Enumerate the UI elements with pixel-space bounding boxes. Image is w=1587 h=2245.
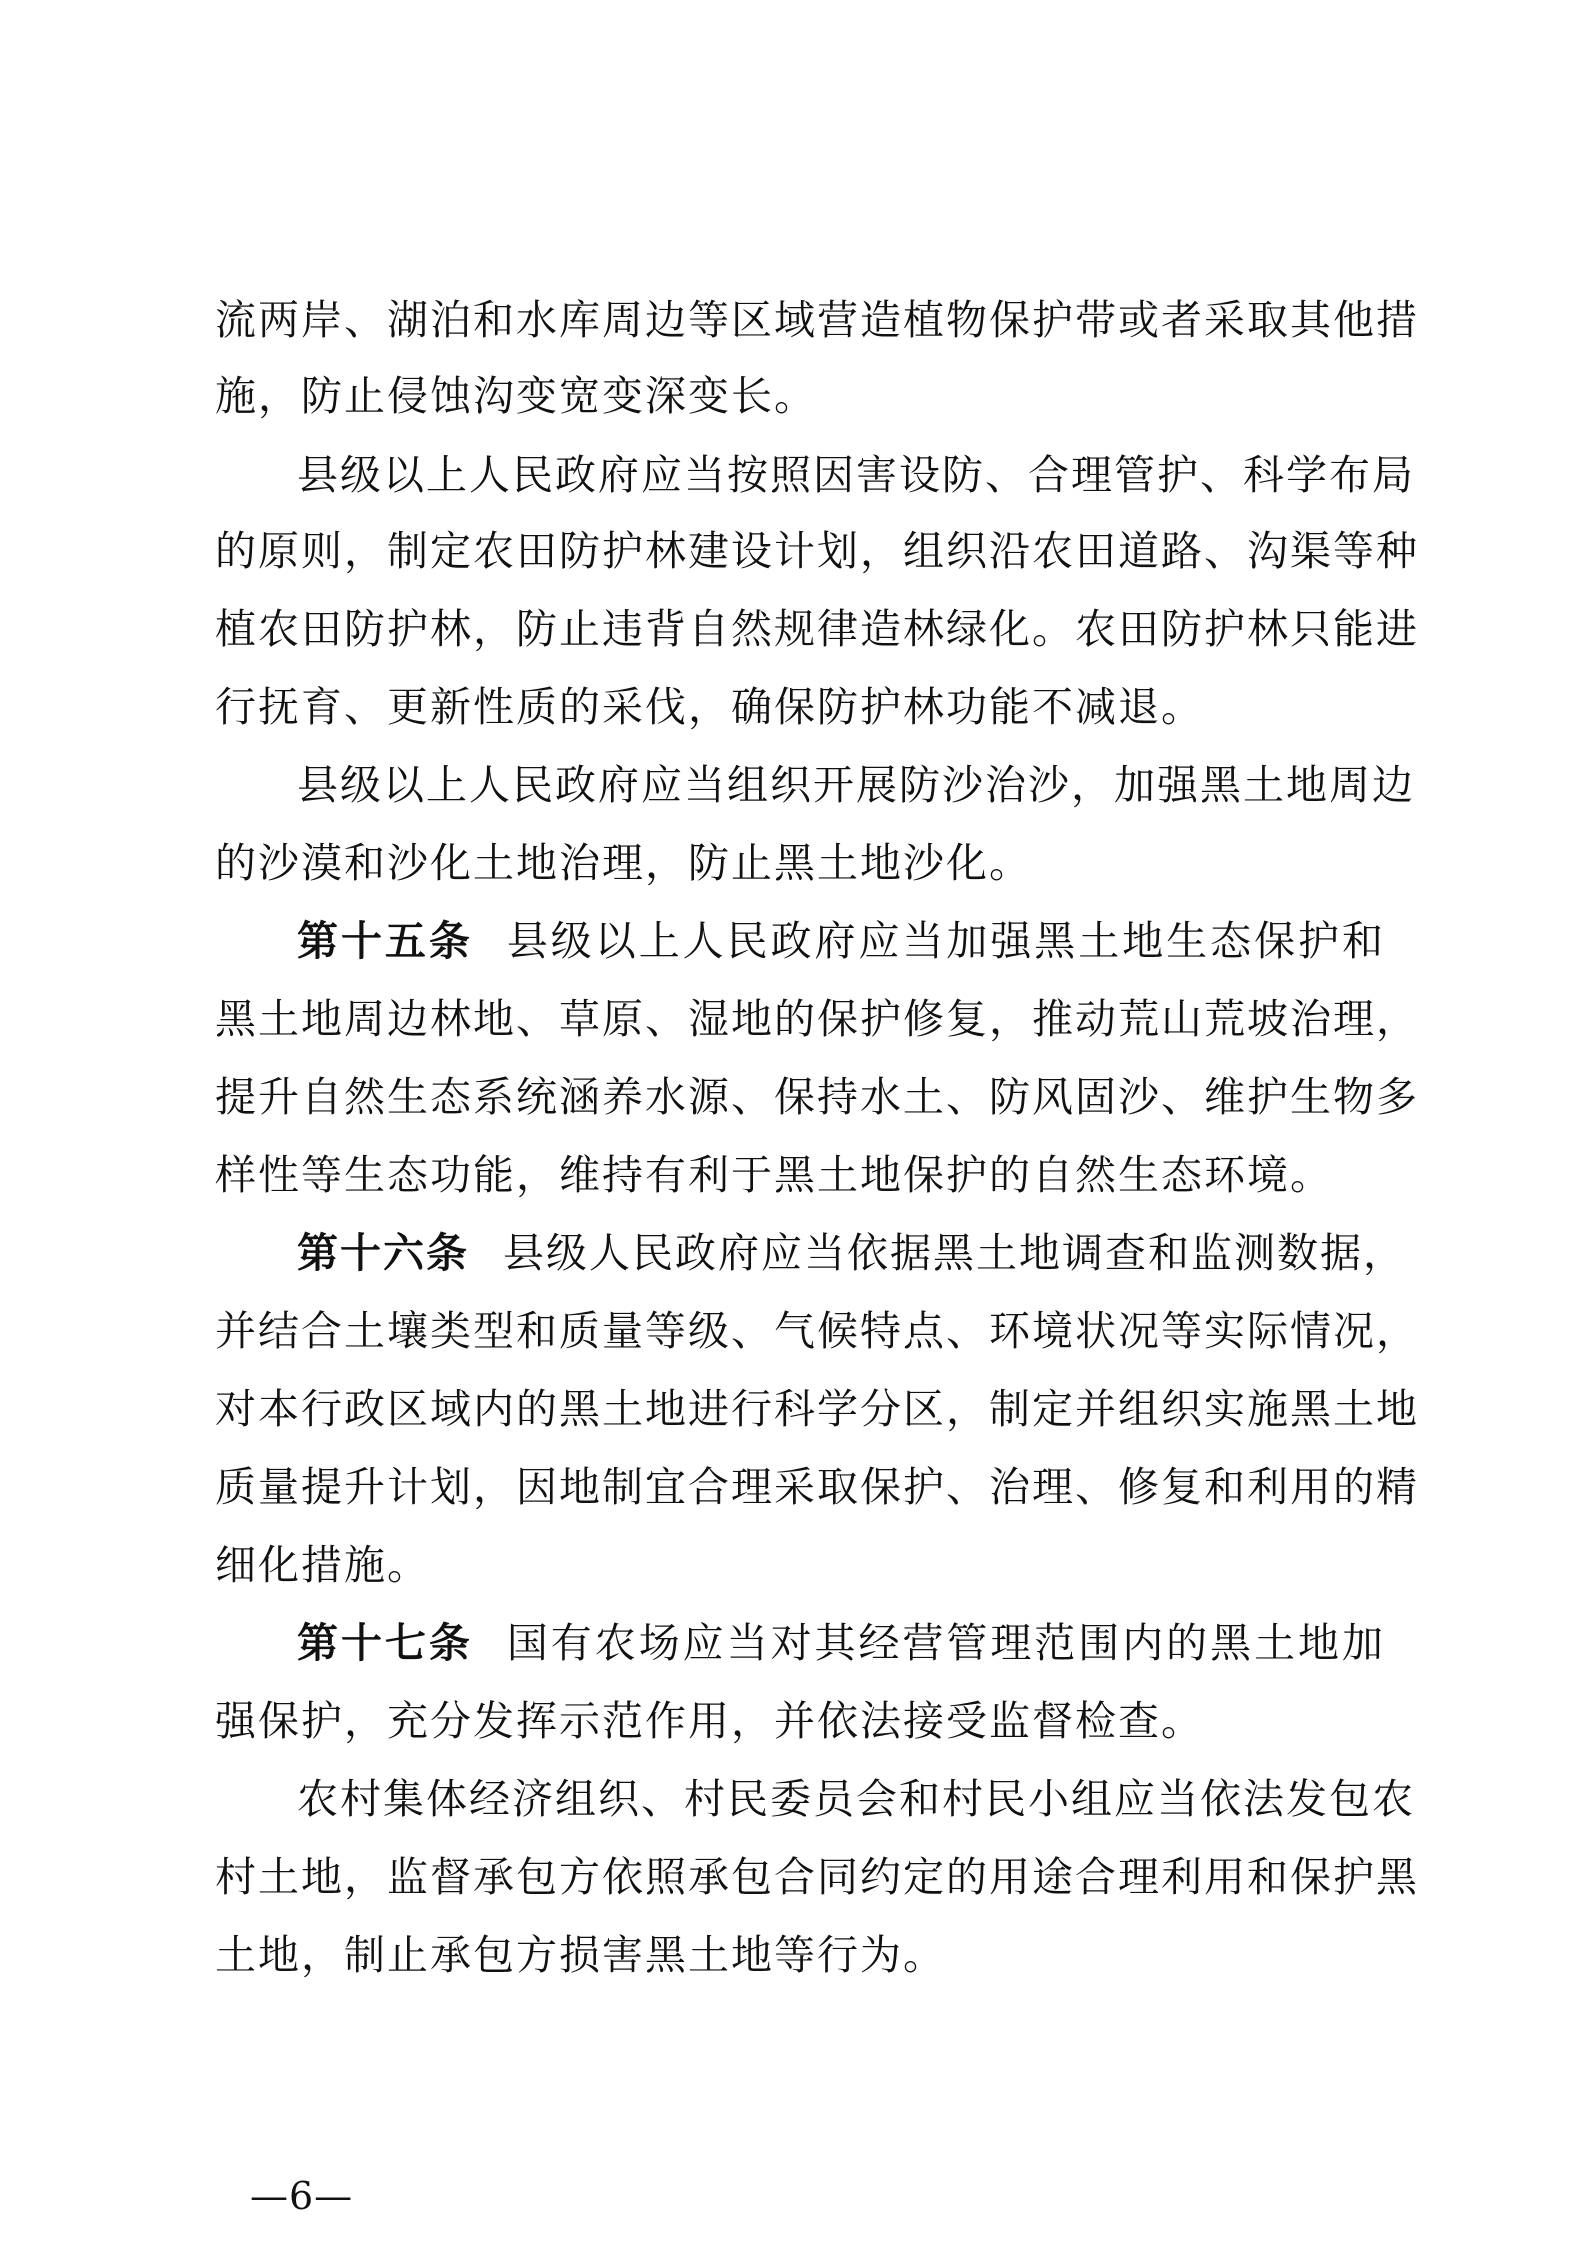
text-line: 农村集体经济组织、村民委员会和村民小组应当依法发包农: [297, 1775, 1415, 1823]
text-line: 村土地，监督承包方依照承包合同约定的用途合理利用和保护黑: [215, 1853, 1419, 1901]
text-segment: 县级以上人民政府应当加强黑土地生态保护和: [506, 917, 1385, 965]
text-line: 提升自然生态系统涵养水源、保持水土、防风固沙、维护生物多: [215, 1073, 1419, 1121]
text-line: 并结合土壤类型和质量等级、气候特点、环境状况等实际情况，: [215, 1307, 1419, 1355]
article-heading: 第十五条: [297, 917, 473, 965]
text-segment: 国有农场应当对其经营管理范围内的黑土地加: [506, 1619, 1385, 1667]
article-first-line: [297, 1215, 1406, 1291]
text-line: 对本行政区域内的黑土地进行科学分区，制定并组织实施黑土地: [215, 1385, 1419, 1433]
text-line: 植农田防护林，防止违背自然规律造林绿化。农田防护林只能进: [215, 605, 1419, 653]
text-line: 的沙漠和沙化土地治理，防止黑土地沙化。: [215, 839, 1032, 887]
article-heading: 第十六条: [297, 1229, 469, 1277]
text-line: 施，防止侵蚀沟变宽变深变长。: [215, 372, 817, 420]
article-first-line: [297, 903, 1385, 979]
text-line: 土地，制止承包方损害黑土地等行为。: [215, 1931, 946, 1979]
text-line: 强保护，充分发挥示范作用，并依法接受监督检查。: [215, 1697, 1204, 1745]
text-line: 的原则，制定农田防护林建设计划，组织沿农田道路、沟渠等种: [215, 527, 1419, 575]
text-line: 黑土地周边林地、草原、湿地的保护修复，推动荒山荒坡治理，: [215, 995, 1419, 1043]
page-number: —6—: [250, 2174, 354, 2218]
text-line: 细化措施。: [215, 1541, 430, 1589]
article-first-line: [297, 1605, 1385, 1681]
text-line: 流两岸、湖泊和水库周边等区域营造植物保护带或者采取其他措: [215, 296, 1419, 344]
text-line: 县级以上人民政府应当组织开展防沙治沙，加强黑土地周边: [297, 761, 1415, 809]
text-line: 行抚育、更新性质的采伐，确保防护林功能不减退。: [215, 683, 1204, 731]
article-heading: 第十七条: [297, 1619, 473, 1667]
text-line: 样性等生态功能，维持有利于黑土地保护的自然生态环境。: [215, 1151, 1333, 1199]
text-line: 质量提升计划，因地制宜合理采取保护、治理、修复和利用的精: [215, 1463, 1419, 1511]
text-segment: 县级人民政府应当依据黑土地调查和监测数据，: [503, 1229, 1406, 1277]
text-line: 县级以上人民政府应当按照因害设防、合理管护、科学布局: [297, 451, 1415, 499]
